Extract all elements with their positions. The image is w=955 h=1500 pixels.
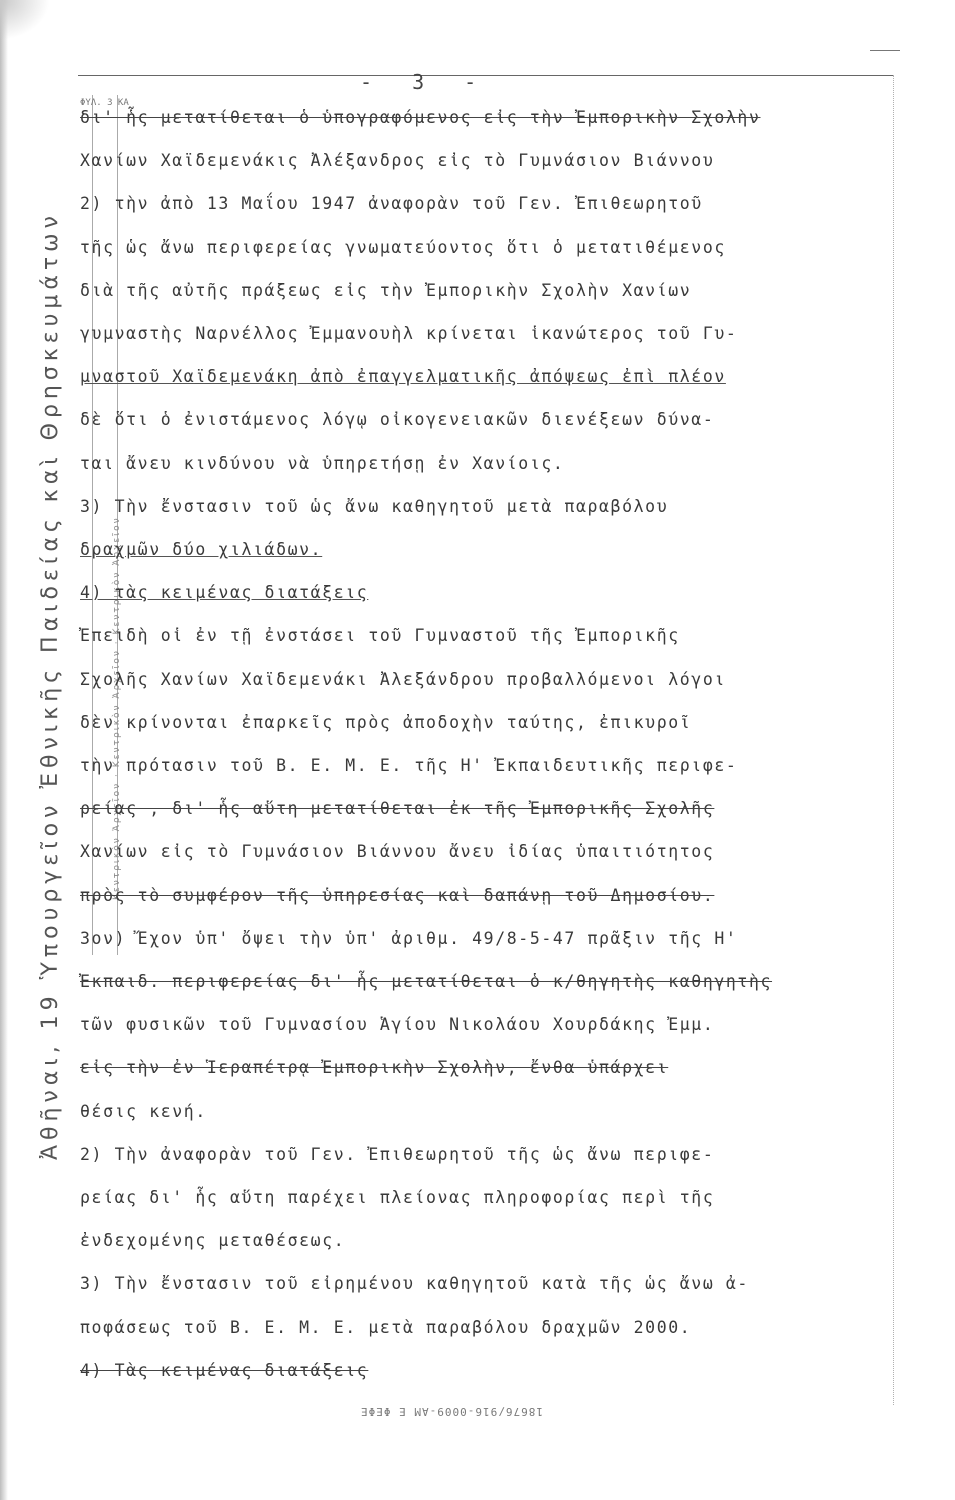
- document-line: Χανίων Χαϊδεμενάκις Ἀλέξανδρος εἰς τὸ Γυμνάσιον Βιάννου: [80, 151, 715, 171]
- document-line: τῶν φυσικῶν τοῦ Γυμνασίου Ἁγίου Νικολάου Χουρδάκης Ἐμμ.: [80, 1015, 715, 1035]
- document-line: 3ον) Ἔχον ὑπ' ὄψει τὴν ὑπ' ἀριθμ. 49/8-5-47 πρᾶξιν τῆς Η': [80, 928, 738, 948]
- right-margin-line: [893, 75, 894, 1405]
- document-line: δραχμῶν δύο χιλιάδων.: [80, 540, 323, 559]
- document-line: Σχολῆς Χανίων Χαϊδεμενάκι Ἀλεξάνδρου προβαλλόμενοι λόγοι: [80, 669, 726, 689]
- footer-stamp: 18676/916-0009-ΑΜ Ε ΦΕΦΕ: [360, 1405, 543, 1418]
- document-line: ρείας , δι' ἧς αὕτη μετατίθεται ἐκ τῆς Ἐμπορικῆς Σχολῆς: [80, 799, 715, 819]
- archive-stamp-text: Κεντρικὸν Ἀρχεῖον · Κεντρικὸν Ἀρχεῖον · Κεντρικὸν Ἀρχεῖον: [112, 516, 122, 900]
- document-line: πρὸς τὸ συμφέρον τῆς ὑπηρεσίας καὶ δαπάνῃ τοῦ Δημοσίου.: [80, 885, 715, 905]
- margin-vertical-header: Ἀθῆναι, 19 Ὑπουργεῖον Ἐθνικῆς Παιδείας καὶ Θρησκευμάτων: [38, 211, 63, 1160]
- document-line: γυμναστὴς Ναρνέλλος Ἐμμανουὴλ κρίνεται ἱκανώτερος τοῦ Γυ-: [80, 324, 738, 343]
- corner-mark: [870, 50, 900, 51]
- document-line: 3) Τὴν ἔνστασιν τοῦ ὡς ἄνω καθηγητοῦ μετὰ παραβόλου: [80, 496, 669, 516]
- folio-note: ΦΥΛ. 3 ΚΑ: [80, 98, 129, 108]
- document-line: διὰ τῆς αὐτῆς πράξεως εἰς τὴν Ἐμπορικὴν Σχολὴν Χανίων: [80, 280, 692, 300]
- scan-edge: [0, 0, 8, 1500]
- document-line: δι' ἧς μετατίθεται ὁ ὑπογραφόμενος εἰς τὴν Ἐμπορικὴν Σχολὴν: [80, 108, 761, 127]
- document-line: 2) τὴν ἀπὸ 13 Μαΐου 1947 ἀναφορὰν τοῦ Γεν. Ἐπιθεωρητοῦ: [80, 194, 703, 214]
- page-number: - 3 -: [360, 70, 491, 94]
- document-line: ποφάσεως τοῦ Β. Ε. Μ. Ε. μετὰ παραβόλου δραχμῶν 2000.: [80, 1317, 692, 1337]
- document-line: τῆς ὡς ἄνω περιφερείας γνωματεύοντος ὅτι ὁ μετατιθέμενος: [80, 237, 726, 257]
- document-line: θέσις κενή.: [80, 1101, 207, 1121]
- document-line: 4) Τὰς κειμένας διατάξεις: [80, 1360, 369, 1380]
- document-line: εἰς τὴν ἐν Ἱεραπέτρᾳ Ἐμπορικὴν Σχολὴν, ἔνθα ὑπάρχει: [80, 1058, 669, 1078]
- document-line: ρείας δι' ἧς αὕτη παρέχει πλείονας πληροφορίας περὶ τῆς: [80, 1188, 715, 1207]
- document-line: μναστοῦ Χαϊδεμενάκη ἀπὸ ἐπαγγελματικῆς ἀπόψεως ἐπὶ πλέον: [80, 367, 726, 387]
- document-line: 4) τὰς κειμένας διατάξεις: [80, 583, 369, 603]
- document-line: 2) Τὴν ἀναφορὰν τοῦ Γεν. Ἐπιθεωρητοῦ τῆς ὡς ἄνω περιφε-: [80, 1144, 715, 1164]
- document-line: 3) Τὴν ἔνστασιν τοῦ εἰρημένου καθηγητοῦ κατὰ τῆς ὡς ἄνω ἀ-: [80, 1274, 749, 1294]
- document-line: ἐνδεχομένης μεταθέσεως.: [80, 1231, 346, 1251]
- scan-corner-shadow: [0, 0, 50, 40]
- document-line: δὲ ὅτι ὁ ἐνιστάμενος λόγῳ οἰκογενειακῶν διενέξεων δύνα-: [80, 410, 715, 430]
- document-line: Ἐκπαιδ. περιφερείας δι' ἧς μετατίθεται ὁ κ/θηγητὴς καθηγητὴς: [80, 972, 773, 991]
- document-line: δὲν κρίνονται ἐπαρκεῖς πρὸς ἀποδοχὴν ταύτης, ἐπικυροῖ: [80, 712, 692, 732]
- document-line: ται ἄνευ κινδύνου νὰ ὑπηρετήσῃ ἐν Χανίοις.: [80, 453, 565, 473]
- document-line: Ἐπειδὴ οἱ ἐν τῇ ἐνστάσει τοῦ Γυμναστοῦ τῆς Ἐμπορικῆς: [80, 626, 680, 646]
- document-line: τὴν πρότασιν τοῦ Β. Ε. Μ. Ε. τῆς Η' Ἐκπαιδευτικῆς περιφε-: [80, 756, 738, 775]
- document-line: Χανίων εἰς τὸ Γυμνάσιον Βιάννου ἄνευ ἰδίας ὑπαιτιότητος: [80, 842, 715, 862]
